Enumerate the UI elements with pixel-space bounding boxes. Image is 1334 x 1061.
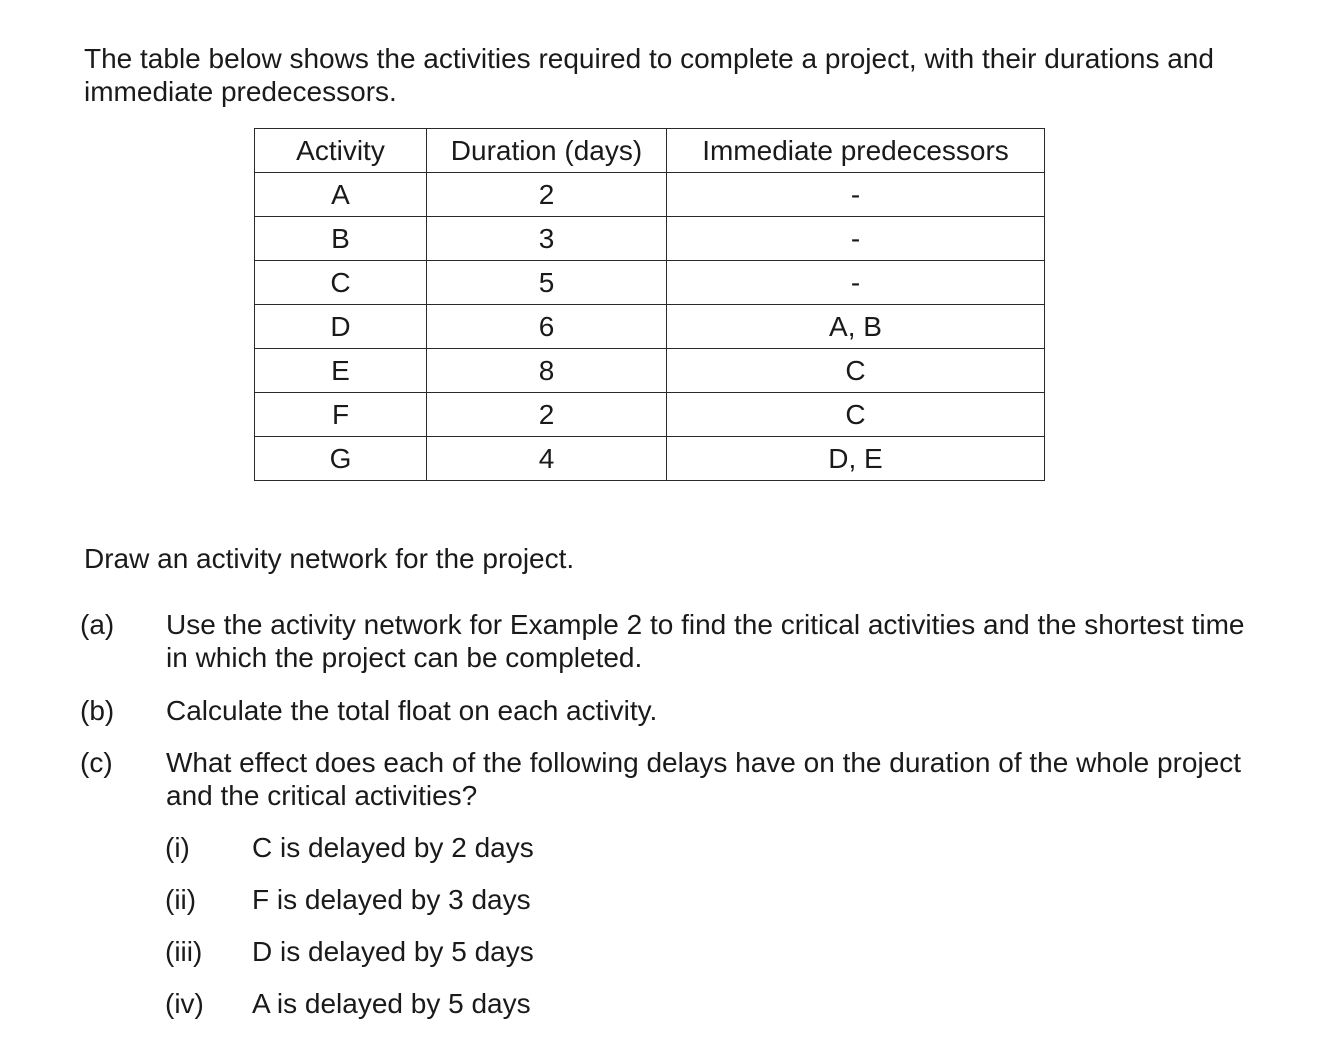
cell-duration: 8 [427, 349, 667, 393]
header-activity: Activity [255, 129, 427, 173]
subquestion-text: C is delayed by 2 days [252, 832, 534, 863]
cell-duration: 2 [427, 393, 667, 437]
table-row [255, 173, 1045, 217]
cell-predecessors: D, E [667, 437, 1045, 481]
instruction-text: Draw an activity network for the project. [84, 543, 575, 574]
cell-predecessors: - [667, 173, 1045, 217]
question-text: Use the activity network for Example 2 to find the critical activities and the shortest time in which the project can be completed. [166, 609, 1245, 673]
question-label: (c) [80, 747, 113, 778]
subquestion-label: (ii) [165, 884, 197, 915]
cell-activity: F [255, 393, 427, 437]
cell-activity: A [255, 173, 427, 217]
cell-activity: G [255, 437, 427, 481]
header-duration: Duration (days) [427, 129, 667, 173]
question-label: (b) [80, 695, 115, 726]
cell-activity: E [255, 349, 427, 393]
question-text: Calculate the total float on each activity. [166, 695, 658, 726]
subquestion-label: (iv) [165, 988, 204, 1019]
cell-duration: 3 [427, 217, 667, 261]
cell-duration: 2 [427, 173, 667, 217]
table-row [255, 305, 1045, 349]
header-predecessors: Immediate predecessors [667, 129, 1045, 173]
subquestion-text: D is delayed by 5 days [252, 936, 534, 967]
subquestion-text: F is delayed by 3 days [252, 884, 531, 915]
activities-table [254, 128, 1045, 481]
table-row [255, 349, 1045, 393]
subquestion-label: (i) [165, 832, 190, 863]
subquestion-label: (iii) [165, 936, 203, 967]
table-row [255, 261, 1045, 305]
intro-paragraph: The table below shows the activities required to complete a project, with their durations and immediate predecessors. [84, 43, 1214, 107]
question-label: (a) [80, 609, 115, 640]
cell-duration: 5 [427, 261, 667, 305]
table-row [255, 437, 1045, 481]
cell-activity: D [255, 305, 427, 349]
cell-predecessors: - [667, 217, 1045, 261]
cell-duration: 6 [427, 305, 667, 349]
table-row [255, 393, 1045, 437]
cell-predecessors: A, B [667, 305, 1045, 349]
cell-predecessors: - [667, 261, 1045, 305]
cell-activity: B [255, 217, 427, 261]
question-text: What effect does each of the following delays have on the duration of the whole project and the critical activities? [166, 747, 1242, 811]
table-row [255, 217, 1045, 261]
cell-predecessors: C [667, 349, 1045, 393]
cell-activity: C [255, 261, 427, 305]
cell-duration: 4 [427, 437, 667, 481]
table-header-row [255, 129, 1045, 173]
cell-predecessors: C [667, 393, 1045, 437]
subquestion-text: A is delayed by 5 days [252, 988, 531, 1019]
